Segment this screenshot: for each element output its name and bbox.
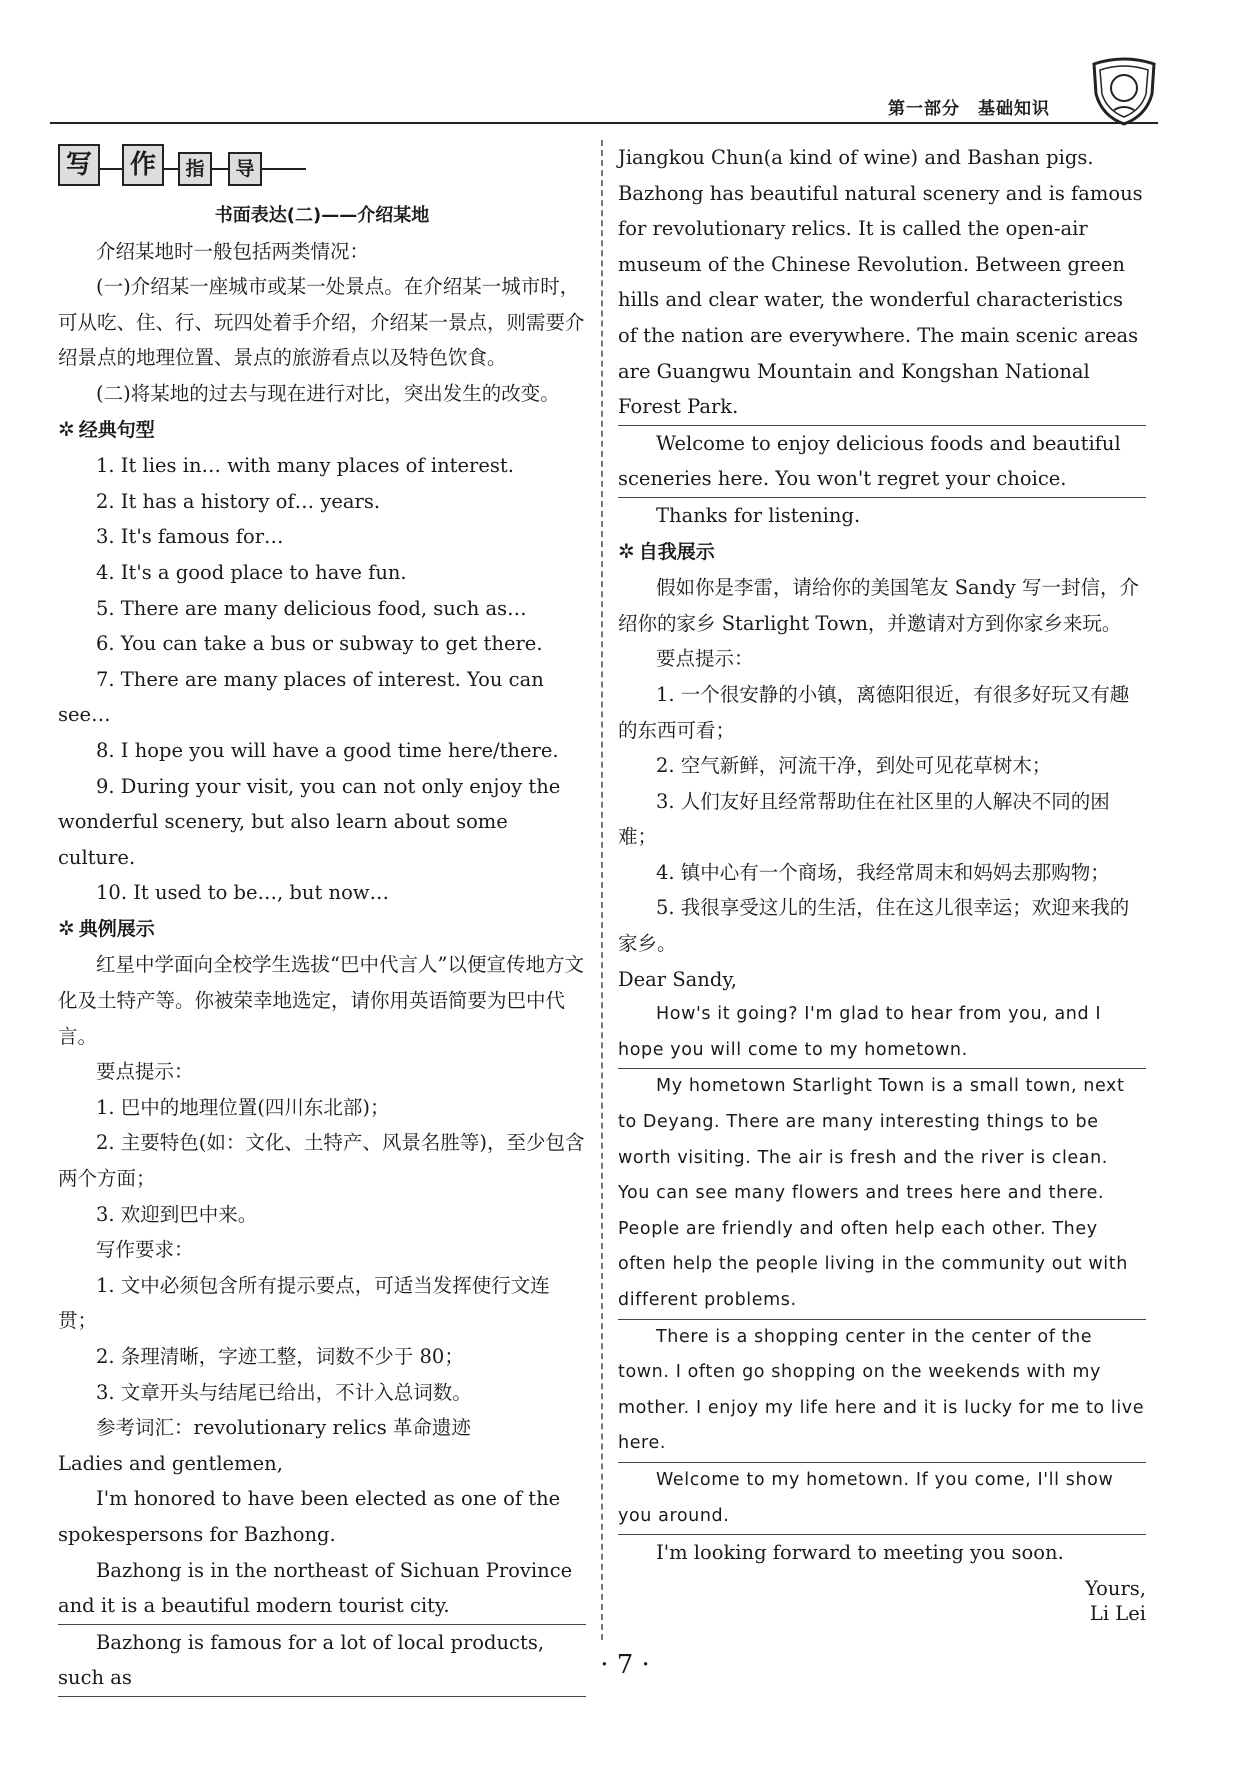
sentence-item: 4. It's a good place to have fun. xyxy=(96,560,407,584)
right-column xyxy=(618,140,1146,1632)
requirement-item: 3. 文章开头与结尾已给出，不计入总词数。 xyxy=(96,1380,472,1404)
letter-signature: Li Lei xyxy=(1089,1602,1146,1626)
speech-closing: Thanks for listening. xyxy=(656,503,861,527)
intro-text: 介绍某地时一般包括两类情况： xyxy=(96,239,370,263)
section-heading-sentences: ✲ 经典句型 xyxy=(58,416,155,441)
sentence-item: 8. I hope you will have a good time here/there. xyxy=(96,738,559,762)
speech-body-3: Welcome to enjoy delicious foods and beautiful sceneries here. You won't regret your choice. xyxy=(618,426,1146,498)
speech-body-2: Bazhong is famous for a lot of local products, such as xyxy=(58,1625,586,1697)
requirement-item: 1. 文中必须包含所有提示要点，可适当发挥使行文连贯； xyxy=(58,1273,550,1333)
section-heading-self: ✲ 自我展示 xyxy=(618,538,715,563)
letter-signoff: Yours, xyxy=(1084,1576,1146,1600)
section-header: 第一部分 基础知识 xyxy=(888,99,1050,119)
sentence-item: 7. There are many places of interest. You can see… xyxy=(58,667,544,727)
header-rule xyxy=(50,122,1158,124)
speech-body-1: Bazhong is in the northeast of Sichuan Province and it is a beautiful modern tourist city. xyxy=(58,1553,586,1625)
banner-char: 作 xyxy=(122,144,164,186)
banner-char: 写 xyxy=(58,144,100,186)
tip2-item: 3. 人们友好且经常帮助住在社区里的人解决不同的困难； xyxy=(618,789,1110,849)
letter-para-2: My hometown Starlight Town is a small town, next to Deyang. There are many interesting things to be worth visiting. The air is fresh and the river is clean. You can see many flowers and trees here and there. People are friendly and often help each other. They often help the people living in the community out with different problems. xyxy=(618,1069,1146,1319)
tip2-item: 1. 一个很安静的小镇，离德阳很近，有很多好玩又有趣的东西可看； xyxy=(618,682,1130,742)
tip2-item: 2. 空气新鲜，河流干净，到处可见花草树木； xyxy=(656,754,1052,778)
sentence-item: 10. It used to be…, but now… xyxy=(96,881,389,905)
sentence-item: 3. It's famous for… xyxy=(96,525,284,549)
column-divider xyxy=(601,140,603,1640)
tips2-label: 要点提示： xyxy=(656,647,754,671)
star-icon: ✲ xyxy=(58,416,75,441)
tips-label: 要点提示： xyxy=(96,1060,194,1084)
requirement-item: 2. 条理清晰，字迹工整，词数不少于 80； xyxy=(96,1345,464,1368)
tip-item: 1. 巴中的地理位置(四川东北部)； xyxy=(96,1095,390,1119)
section-heading-example: ✲ 典例展示 xyxy=(58,915,155,940)
tip-item: 3. 欢迎到巴中来。 xyxy=(96,1202,258,1226)
sentence-item: 9. During your visit, you can not only enjoy the wonderful scenery, but also learn about some culture. xyxy=(58,774,561,869)
task-text: 红星中学面向全校学生选拔“巴中代言人”以便宣传地方文化及土特产等。你被荣幸地选定，请你用英语简要为巴中代言。 xyxy=(58,953,584,1048)
sentence-item: 1. It lies in… with many places of interest. xyxy=(96,454,514,478)
title-banner xyxy=(58,140,586,198)
sentence-item: 2. It has a history of… years. xyxy=(96,489,381,513)
banner-char: 导 xyxy=(228,152,262,186)
page-number: · 7 · xyxy=(600,1650,650,1680)
star-icon: ✲ xyxy=(618,538,635,563)
vocab-note: 参考词汇：revolutionary relics 革命遗迹 xyxy=(96,1416,471,1440)
sentence-item: 5. There are many delicious food, such as… xyxy=(96,596,527,620)
speech-body-2-cont: Jiangkou Chun(a kind of wine) and Bashan pigs. Bazhong has beautiful natural scenery and is famous for revolutionary relics. It is called the open-air museum of the Chinese Revolution. Between green hills and clear water, the wonderful characteristics of the nation are everywhere. The main scenic areas are Guangwu Mountain and Kongshan National Forest Park. xyxy=(618,140,1146,426)
letter-para-3: There is a shopping center in the center of the town. I often go shopping on the weekends with my mother. I enjoy my life here and it is lucky for me to live here. xyxy=(618,1320,1146,1463)
tip-item: 2. 主要特色(如：文化、土特产、风景名胜等)，至少包含两个方面； xyxy=(58,1131,585,1191)
letter-para-4: Welcome to my hometown. If you come, I'll show you around. xyxy=(618,1463,1146,1535)
star-icon: ✲ xyxy=(58,915,75,940)
shield-logo xyxy=(1086,54,1162,126)
sentence-item: 6. You can take a bus or subway to get there. xyxy=(96,632,543,656)
letter-greeting: Dear Sandy, xyxy=(618,967,737,991)
letter-closing: I'm looking forward to meeting you soon. xyxy=(656,1541,1064,1565)
banner-char: 指 xyxy=(178,152,212,186)
case-one: (一)介绍某一座城市或某一处景点。在介绍某一城市时，可从吃、住、行、玩四处着手介绍，介绍某一景点，则需要介绍景点的地理位置、景点的旅游看点以及特色饮食。 xyxy=(58,275,585,370)
tip2-item: 4. 镇中心有一个商场，我经常周末和妈妈去那购物； xyxy=(656,860,1110,884)
subtitle: 书面表达(二)——介绍某地 xyxy=(214,205,430,226)
left-column xyxy=(58,140,586,1697)
case-two: (二)将某地的过去与现在进行对比，突出发生的改变。 xyxy=(96,381,560,405)
letter-para-1: How's it going? I'm glad to hear from you, and I hope you will come to my hometown. xyxy=(618,997,1146,1069)
requirements-label: 写作要求： xyxy=(96,1238,194,1262)
speech-greeting: Ladies and gentlemen, xyxy=(58,1451,283,1475)
task2-text: 假如你是李雷，请给你的美国笔友 Sandy 写一封信，介绍你的家乡 Starlight Town，并邀请对方到你家乡来玩。 xyxy=(618,576,1139,635)
speech-opening: I'm honored to have been elected as one of the spokespersons for Bazhong. xyxy=(58,1487,561,1546)
tip2-item: 5. 我很享受这儿的生活，住在这儿很幸运；欢迎来我的家乡。 xyxy=(618,896,1130,956)
